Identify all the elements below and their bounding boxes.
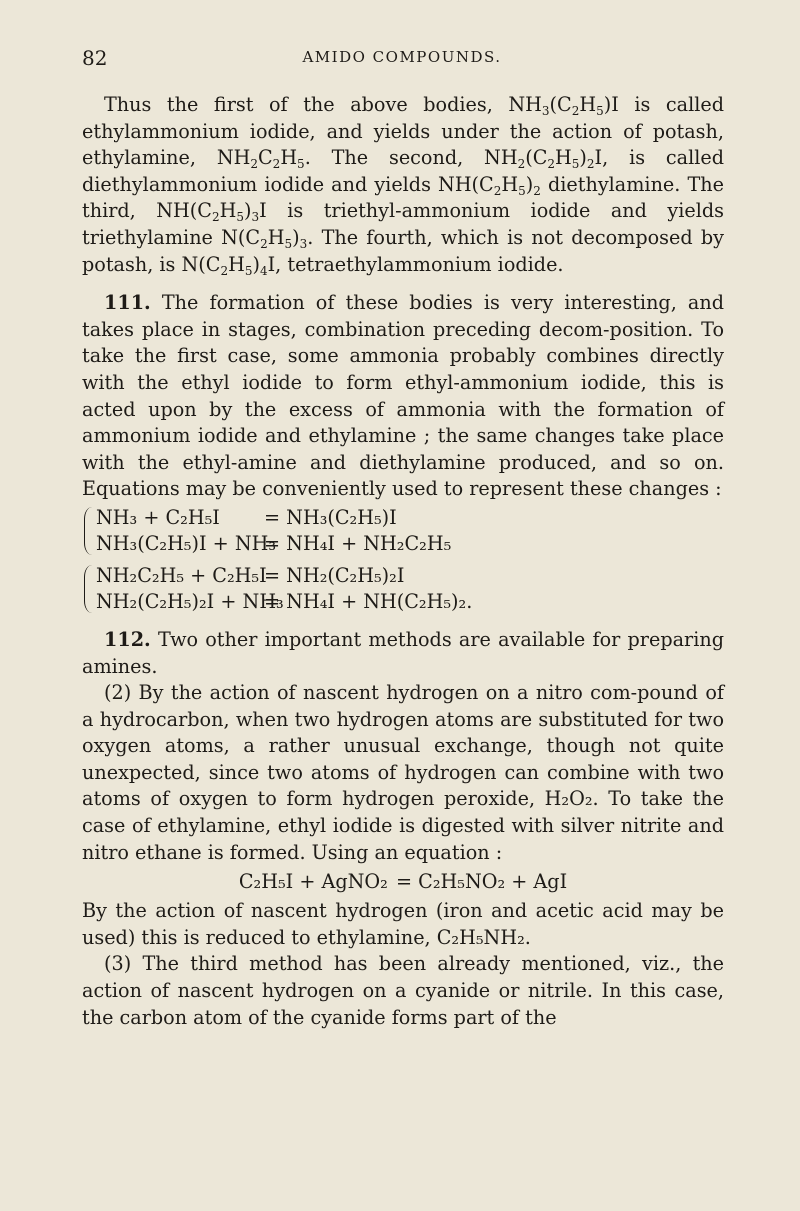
- equation-3: C₂H₅I + AgNO₂ = C₂H₅NO₂ + AgI: [238, 870, 568, 894]
- equation-2b: NH₂(C₂H₅)₂I + NH₃ = NH₄I + NH(C₂H₅)₂.: [96, 589, 473, 613]
- equation-2a: NH₂C₂H₅ + C₂H₅I = NH₂(C₂H₅)₂I: [96, 563, 405, 587]
- section-111-text: The formation of these bodies is very interesting, and takes place in stages, combination preceding decom-position. To take the first case, some ammonia probably combines directly with the ethyl iodide to form ethyl-ammonium iodide, this is acted upon by the excess of ammonia with the formation of ammonium iodide and ethylamine ; the same changes take place with the ethyl-amine and diethylamine produced, and so on. Equations may be conveniently used to represent these changes :: [82, 291, 725, 501]
- running-title: AMIDO COMPOUNDS.: [302, 48, 502, 66]
- brace-1: [84, 507, 93, 555]
- method-3-paragraph: (3) The third method has been already mentioned, viz., the action of nascent hydrogen on a cyanide or nitrile. In this case, the carbon atom of the cyanide forms part of the: [82, 952, 724, 1029]
- method-2-paragraph: (2) By the action of nascent hydrogen on a nitro com-pound of a hydrocarbon, when two hydrogen atoms are substituted for two oxygen atoms, a rather unusual exchange, though not quite unexpected, since two atoms of hydrogen can combine with two atoms of oxygen to form hydrogen peroxide, H₂O₂. To take the case of ethylamine, ethyl iodide is digested with silver nitrite and nitro ethane is formed. Using an equation :: [82, 681, 724, 864]
- brace-2: [84, 565, 93, 613]
- section-111-number: 111.: [104, 291, 151, 315]
- page-body: [82, 92, 724, 1031]
- page-number: 82: [82, 46, 108, 70]
- section-111-paragraph: [82, 290, 724, 503]
- section-112-paragraph: [82, 627, 724, 680]
- equation-1a: NH₃ + C₂H₅I = NH₃(C₂H₅)I: [96, 505, 397, 529]
- equation-group-1: [82, 505, 724, 557]
- equation-1b: NH₃(C₂H₅)I + NH₃ = NH₄I + NH₂C₂H₅: [96, 531, 452, 555]
- section-112-number: 112.: [104, 627, 151, 651]
- section-112-text: Two other important methods are available for preparing amines.: [82, 627, 724, 678]
- intro-paragraph: Thus the first of the above bodies, $NH_3(C_2H_5)I$ is called ethylammonium iodide, and yields under the action of potash, ethylamine, $NH_2C_2H_5$. The second, $NH_2(C_2H_5)_2I$, is called diethylammonium iodide and yields $NH(C_2H_5)_2$ diethylamine. The third, $NH(C_2H_5)_3I$ is triethyl-ammonium iodide and yields triethylamine $N(C_2H_5)_3$. The fourth, which is not decomposed by potash, is $N(C_2H_5)_4I$, tetraethylammonium iodide.: [82, 93, 725, 278]
- method-2-continued: By the action of nascent hydrogen (iron and acetic acid may be used) this is reduced to ethylamine, C₂H₅NH₂.: [82, 899, 724, 949]
- equation-group-2: [82, 563, 724, 615]
- page-header: [82, 46, 722, 76]
